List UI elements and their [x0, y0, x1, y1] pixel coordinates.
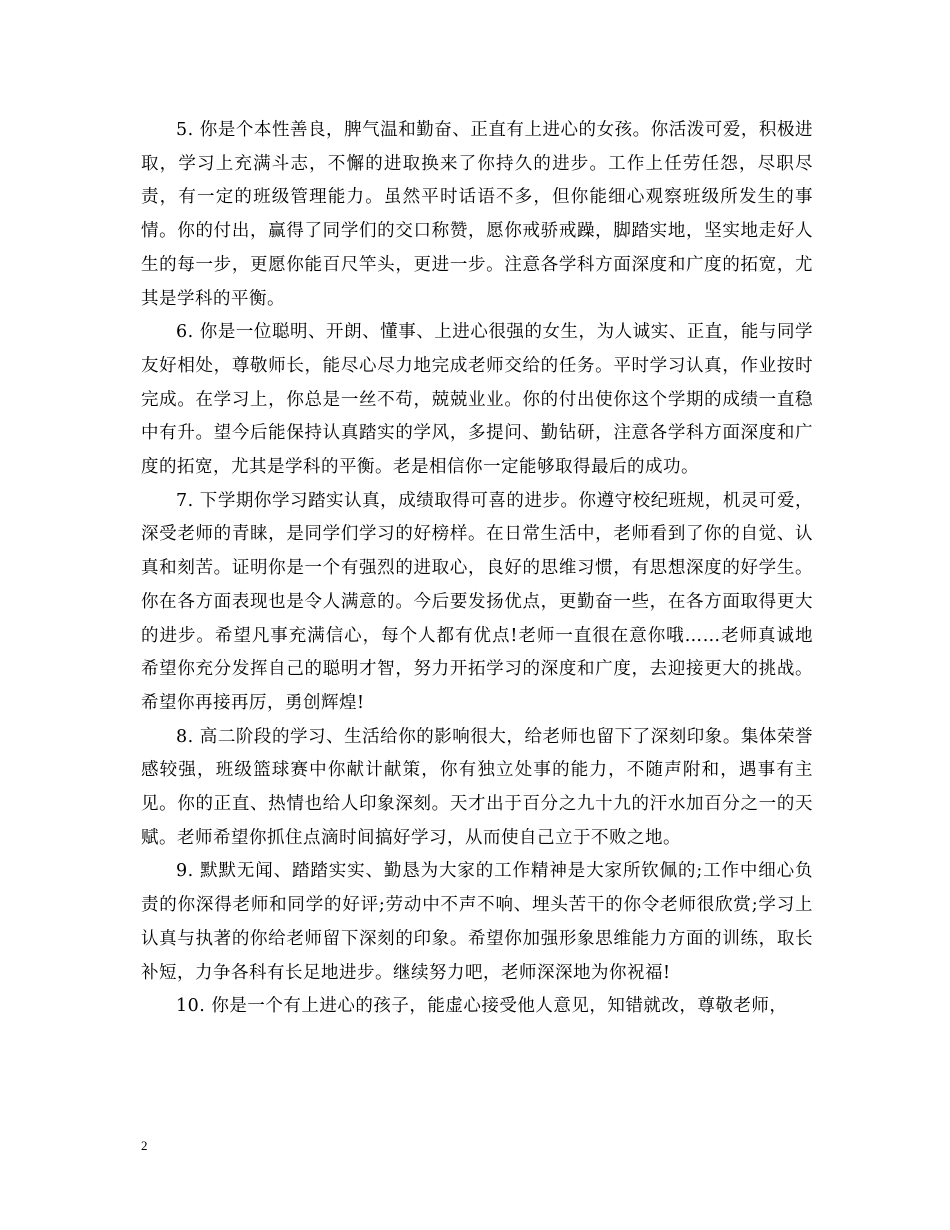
document-body: [141, 114, 813, 1024]
paragraph-5: 5. 你是个本性善良，脾气温和勤奋、正直有上进心的女孩。你活泼可爱，积极进取，学习上充满斗志，不懈的进取换来了你持久的进步。工作上任劳任怨，尽职尽责，有一定的班级管理能力。虽然平时话语不多，但你能细心观察班级所发生的事情。你的付出，赢得了同学们的交口称赞，愿你戒骄戒躁，脚踏实地，坚实地走好人生的每一步，更愿你能百尺竿头，更进一步。注意各学科方面深度和广度的拓宽，尤其是学科的平衡。: [141, 120, 813, 309]
paragraph-10: 10. 你是一个有上进心的孩子，能虚心接受他人意见，知错就改，尊敬老师，: [176, 996, 788, 1017]
paragraph-6: 6. 你是一位聪明、开朗、懂事、上进心很强的女生，为人诚实、正直，能与同学友好相处，尊敬师长，能尽心尽力地完成老师交给的任务。平时学习认真，作业按时完成。在学习上，你总是一丝不苟，兢兢业业。你的付出使你这个学期的成绩一直稳中有升。望今后能保持认真踏实的学风，多提问、勤钻研，注意各学科方面深度和广度的拓宽，尤其是学科的平衡。老是相信你一定能够取得最后的成功。: [141, 322, 813, 478]
paragraph-9: 9. 默默无闻、踏踏实实、勤恳为大家的工作精神是大家所钦佩的;工作中细心负责的你深得老师和同学的好评;劳动中不声不响、埋头苦干的你令老师很欣赏;学习上认真与执著的你给老师留下深刻的印象。希望你加强形象思维能力方面的训练，取长补短，力争各科有长足地进步。继续努力吧，老师深深地为你祝福!: [141, 861, 813, 983]
paragraph-8: 8. 高二阶段的学习、生活给你的影响很大，给老师也留下了深刻印象。集体荣誉感较强，班级篮球赛中你献计献策，你有独立处事的能力，不随声附和，遇事有主见。你的正直、热情也给人印象深刻。天才出于百分之九十九的汗水加百分之一的天赋。老师希望你抓住点滴时间搞好学习，从而使自己立于不败之地。: [141, 726, 813, 848]
page-number: 2: [141, 1138, 148, 1153]
paragraph-7: 7. 下学期你学习踏实认真，成绩取得可喜的进步。你遵守校纪班规，机灵可爱，深受老师的青睐，是同学们学习的好榜样。在日常生活中，老师看到了你的自觉、认真和刻苦。证明你是一个有强烈的进取心，良好的思维习惯，有思想深度的好学生。你在各方面表现也是令人满意的。今后要发扬优点，更勤奋一些，在各方面取得更大的进步。希望凡事充满信心，每个人都有优点!老师一直很在意你哦……老师真诚地希望你充分发挥自己的聪明才智，努力开拓学习的深度和广度，去迎接更大的挑战。希望你再接再厉，勇创辉煌!: [141, 490, 813, 713]
